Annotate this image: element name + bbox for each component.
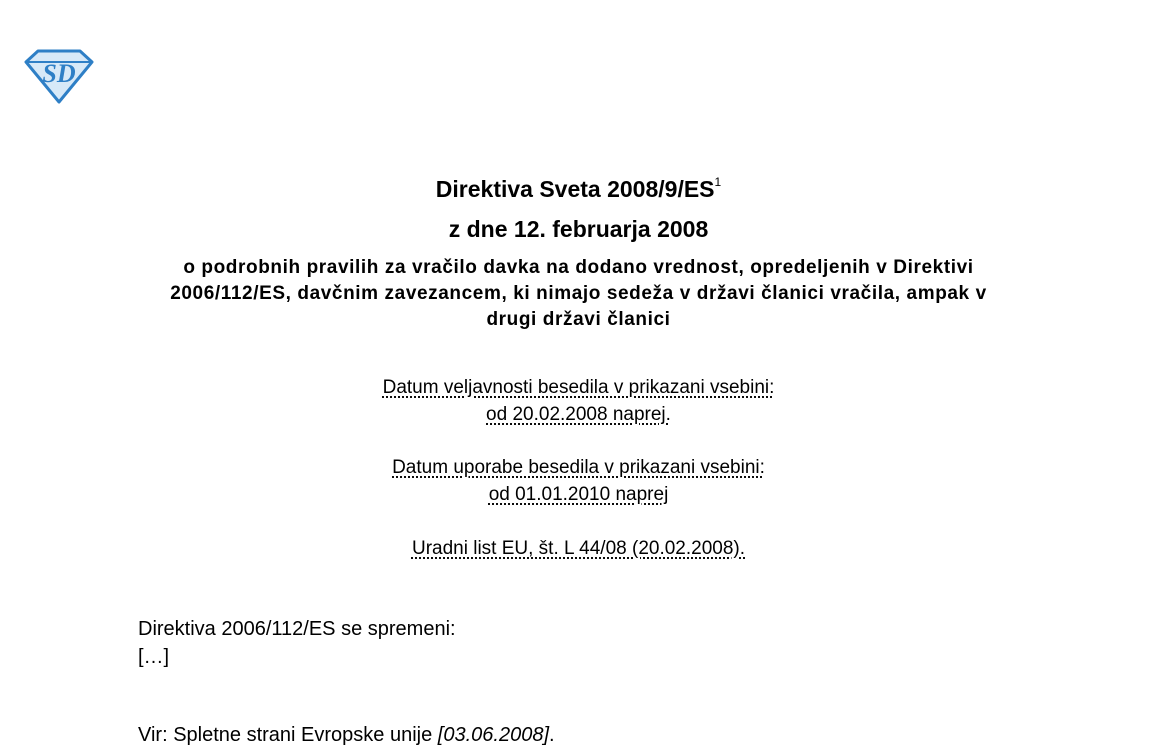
source-end: . [549, 724, 555, 746]
sd-logo [22, 48, 96, 104]
document-subtitle: o podrobnih pravilih za vračilo davka na dodano vrednost, opredeljenih v Direktivi 2006/112/ES, davčnim zavezancem, ki nimajo sedeža v državi članici vračila, ampak v drugi državi članici [170, 257, 987, 330]
amendment-paragraph [138, 615, 456, 671]
usage-date-link[interactable] [0, 454, 1157, 508]
document-date: z dne 12. februarja 2008 [448, 216, 709, 242]
amendment-text: Direktiva 2006/112/ES se spremeni: [138, 618, 456, 640]
usage-value[interactable]: od 01.01.2010 naprej [488, 484, 669, 505]
logo-letters: SD [42, 59, 76, 88]
source-date: [03.06.2008] [437, 724, 550, 746]
official-journal-link[interactable]: Uradni list EU, št. L 44/08 (20.02.2008). [411, 538, 746, 559]
validity-value[interactable]: od 20.02.2008 naprej. [486, 404, 671, 425]
source-label: Vir: Spletne strani Evropske unije [138, 724, 438, 746]
validity-date-link[interactable] [0, 374, 1157, 428]
validity-label[interactable]: Datum veljavnosti besedila v prikazani vsebini: [382, 377, 775, 398]
footnote-marker[interactable]: 1 [714, 175, 722, 190]
source-line [138, 721, 555, 749]
amendment-ellipsis: […] [138, 646, 170, 668]
usage-label[interactable]: Datum uporabe besedila v prikazani vsebini: [392, 457, 765, 478]
document-title-text: Direktiva Sveta 2008/9/ES [435, 176, 715, 202]
document-title [0, 176, 1157, 203]
